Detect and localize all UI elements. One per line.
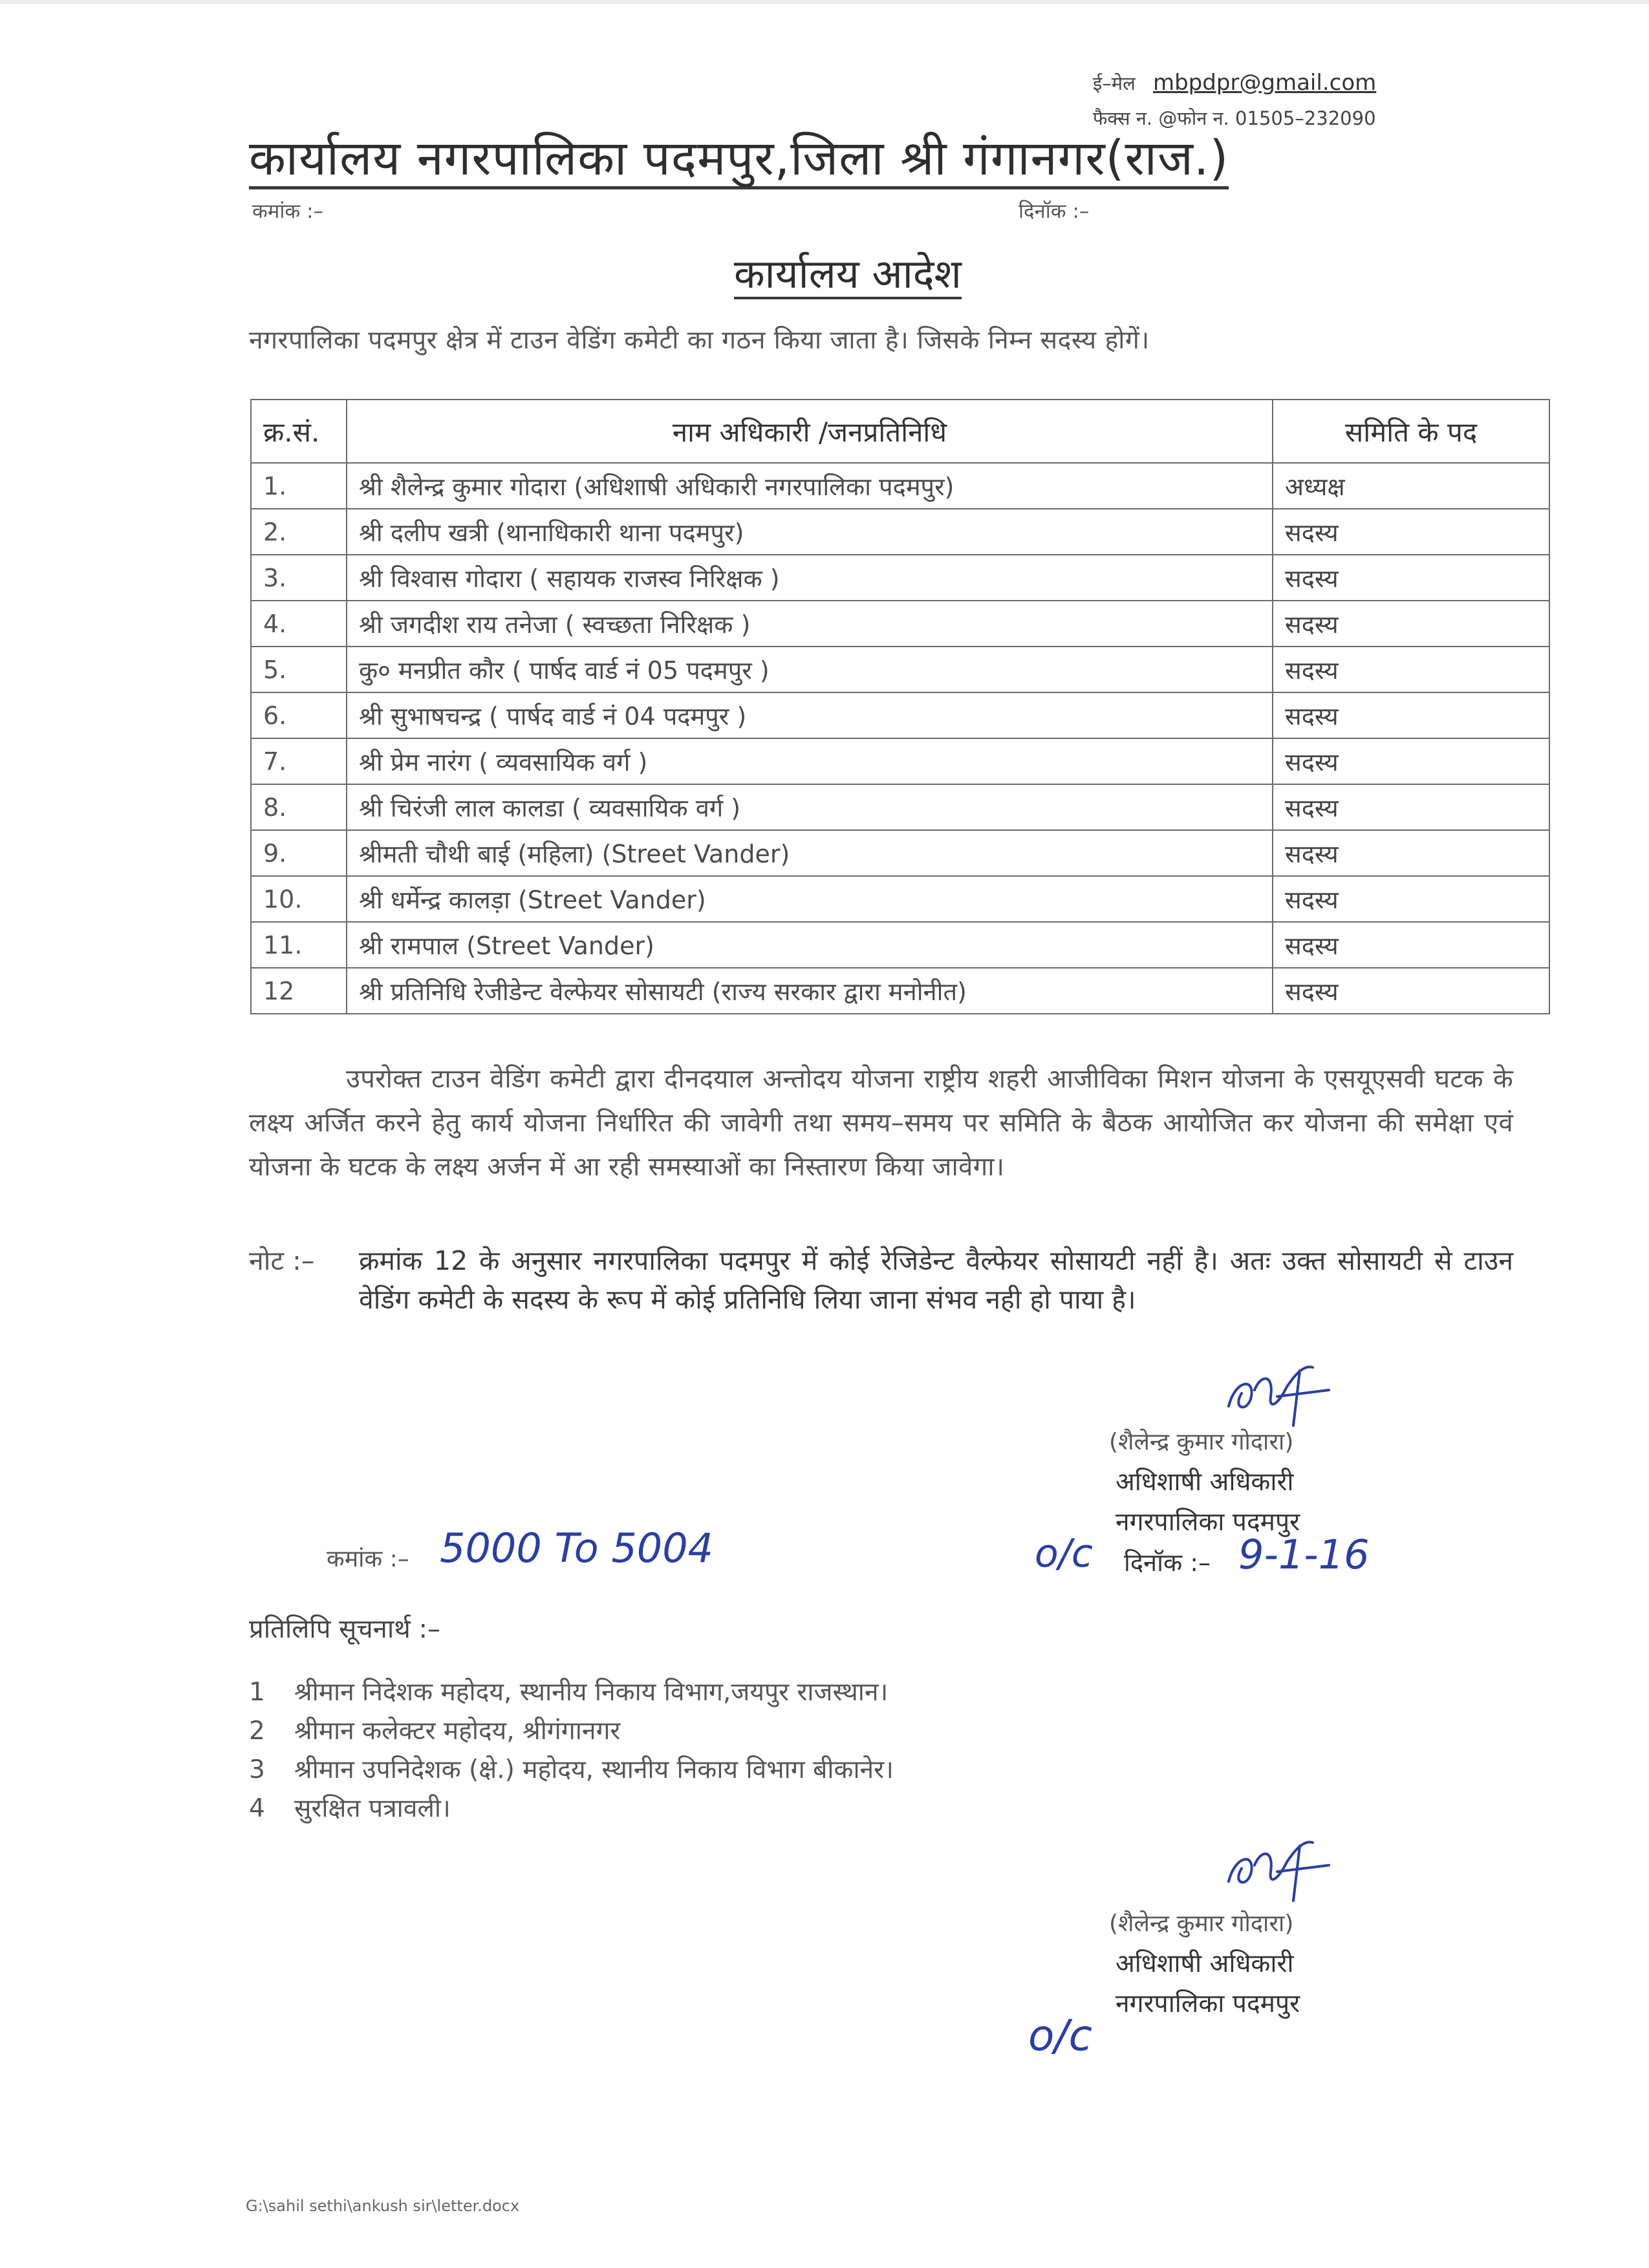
row-serial: 2. (251, 509, 347, 555)
table-row (251, 692, 1549, 738)
signatory-name: (शैलेन्द्र कुमार गोदारा) (1109, 1910, 1294, 1937)
signature-mark-1 (1216, 1361, 1339, 1432)
dispatch-ref-number: 5000 To 5004 (440, 1524, 714, 1572)
signatory-designation: अधिशाषी अधिकारी (1116, 1949, 1294, 1978)
table-row (251, 830, 1549, 876)
list-item (249, 1790, 894, 1828)
table-row (251, 876, 1549, 922)
row-name: श्री रामपाल (Street Vander) (347, 922, 1273, 968)
row-post: सदस्य (1273, 876, 1549, 922)
row-post: सदस्य (1273, 830, 1549, 876)
signatory-designation: अधिशाषी अधिकारी (1116, 1468, 1294, 1497)
row-post: सदस्य (1273, 922, 1549, 968)
copies-heading: प्रतिलिपि सूचनार्थ :– (249, 1614, 440, 1644)
note-block (249, 1241, 1513, 1319)
row-serial: 10. (251, 876, 347, 922)
intro-text: नगरपालिका पदमपुर क्षेत्र में टाउन वेडिंग कमेटी का गठन किया जाता है। जिसके निम्न सदस्य होगें। (249, 326, 1150, 355)
row-post: सदस्य (1273, 784, 1549, 830)
row-serial: 5. (251, 647, 347, 692)
table-row (251, 647, 1549, 692)
fax-line: फैक्स न. @फोन न. 01505–232090 (1093, 107, 1376, 129)
members-table (250, 399, 1550, 1014)
signature-mark-2 (1216, 1836, 1339, 1907)
copies-list (249, 1673, 894, 1828)
row-name: श्रीमती चौथी बाई (महिला) (Street Vander) (347, 830, 1273, 876)
row-serial: 9. (251, 830, 347, 876)
row-post: सदस्य (1273, 555, 1549, 601)
row-name: श्री चिरंजी लाल कालडा ( व्यवसायिक वर्ग ) (347, 784, 1273, 830)
row-name: श्री विश्वास गोदारा ( सहायक राजस्व निरिक्षक ) (347, 555, 1273, 601)
row-post: सदस्य (1273, 968, 1549, 1014)
row-post: सदस्य (1273, 692, 1549, 738)
table-row (251, 922, 1549, 968)
dispatch-date: 9-1-16 (1238, 1531, 1370, 1578)
copy-num: 1 (249, 1678, 265, 1707)
dispatch-date-label: दिनॉक :– (1124, 1548, 1211, 1577)
row-serial: 8. (251, 784, 347, 830)
office-title: कार्यालय नगरपालिका पदमपुर,जिला श्री गंगानगर(राज.) (249, 133, 1229, 189)
note-label: नोट :– (249, 1245, 315, 1276)
row-name: श्री शैलेन्द्र कुमार गोदारा (अधिशाषी अधिकारी नगरपालिका पदमपुर) (347, 463, 1273, 509)
table-row (251, 738, 1549, 784)
email-line (1093, 70, 1376, 96)
table-row (251, 509, 1549, 555)
list-item (249, 1751, 894, 1790)
table-header-row (251, 400, 1549, 463)
row-name: श्री जगदीश राय तनेजा ( स्वच्छता निरिक्षक ) (347, 601, 1273, 647)
body-paragraph: उपरोक्त टाउन वेडिंग कमेटी द्वारा दीनदयाल अन्तोदय योजना राष्ट्रीय शहरी आजीविका मिशन योजना के एसयूएसवी घटक के लक्ष्य अर्जित करने हेतु कार्य योजना निर्धारित की जावेगी तथा समय–समय पर समिति के बैठक आयोजित कर योजना की समेक्षा एवं योजना के घटक के लक्ष्य अर्जन में आ रही समस्याओं का निस्तारण किया जावेगा। (249, 1064, 1513, 1182)
row-name: श्री सुभाषचन्द्र ( पार्षद वार्ड नं 04 पदमपुर ) (347, 692, 1273, 738)
row-post: सदस्य (1273, 738, 1549, 784)
row-name: कु० मनप्रीत कौर ( पार्षद वार्ड नं 05 पदमपुर ) (347, 647, 1273, 692)
row-serial: 1. (251, 463, 347, 509)
row-name: श्री प्रतिनिधि रेजीडेन्ट वेल्फेयर सोसायटी (राज्य सरकार द्वारा मनोनीत) (347, 968, 1273, 1014)
row-name: श्री प्रेम नारंग ( व्यवसायिक वर्ग ) (347, 738, 1273, 784)
order-title: कार्यालय आदेश (734, 251, 962, 299)
row-serial: 11. (251, 922, 347, 968)
row-post: सदस्य (1273, 601, 1549, 647)
table-row (251, 555, 1549, 601)
list-item (249, 1673, 894, 1712)
row-post: सदस्य (1273, 509, 1549, 555)
dispatch-ref-label: कमांक :– (327, 1546, 409, 1572)
table-row (251, 463, 1549, 509)
copy-text: श्रीमान उपनिदेशक (क्षे.) महोदय, स्थानीय निकाय विभाग बीकानेर। (294, 1755, 894, 1784)
row-serial: 12 (251, 968, 347, 1014)
row-serial: 6. (251, 692, 347, 738)
signature-block-1 (1109, 1422, 1300, 1543)
signature-block-2 (1109, 1904, 1300, 2024)
note-text: क्रमांक 12 के अनुसार नगरपालिका पदमपुर में कोई रेजिडेन्ट वैल्फेयर सोसायटी नहीं है। अतः उक्त सोसायटी से टाउन वेडिंग कमेटी के सदस्य के रूप में कोई प्रतिनिधि लिया जाना संभव नही हो पाया है। (359, 1245, 1513, 1315)
row-serial: 4. (251, 601, 347, 647)
date-label-top: दिनॉक :– (1018, 200, 1090, 223)
header-name: नाम अधिकारी /जनप्रतिनिधि (347, 400, 1273, 463)
row-name: श्री धर्मेन्द्र कालड़ा (Street Vander) (347, 876, 1273, 922)
copy-text: श्रीमान कलेक्टर महोदय, श्रीगंगानगर (294, 1717, 621, 1746)
list-item (249, 1712, 894, 1751)
email-address: mbpdpr@gmail.com (1152, 70, 1377, 96)
row-name: श्री दलीप खत्री (थानाधिकारी थाना पदमपुर) (347, 509, 1273, 555)
header-post: समिति के पद (1273, 400, 1549, 463)
oc-mark-2: o/c (1028, 2011, 1092, 2060)
signatory-name: (शैलेन्द्र कुमार गोदारा) (1109, 1429, 1294, 1455)
copy-num: 2 (249, 1717, 265, 1746)
oc-mark-1: o/c (1035, 1531, 1093, 1576)
signatory-office: नगरपालिका पदमपुर (1116, 1989, 1300, 2018)
row-serial: 7. (251, 738, 347, 784)
header-serial: क्र.सं. (251, 400, 347, 463)
ref-label-top: कमांक :– (252, 200, 323, 223)
row-post: अध्यक्ष (1273, 463, 1549, 509)
copy-num: 3 (249, 1755, 265, 1784)
copy-text: सुरक्षित पत्रावली। (294, 1794, 451, 1823)
copy-num: 4 (249, 1794, 265, 1823)
table-row (251, 601, 1549, 647)
table-row (251, 968, 1549, 1014)
signatory-office: नगरपालिका पदमपुर (1116, 1508, 1300, 1537)
email-label: ई–मेल (1093, 72, 1136, 94)
row-serial: 3. (251, 555, 347, 601)
copy-text: श्रीमान निदेशक महोदय, स्थानीय निकाय विभाग,जयपुर राजस्थान। (294, 1678, 889, 1707)
file-path-footer: G:\sahil sethi\ankush sir\letter.docx (246, 2197, 520, 2215)
row-post: सदस्य (1273, 647, 1549, 692)
table-row (251, 784, 1549, 830)
